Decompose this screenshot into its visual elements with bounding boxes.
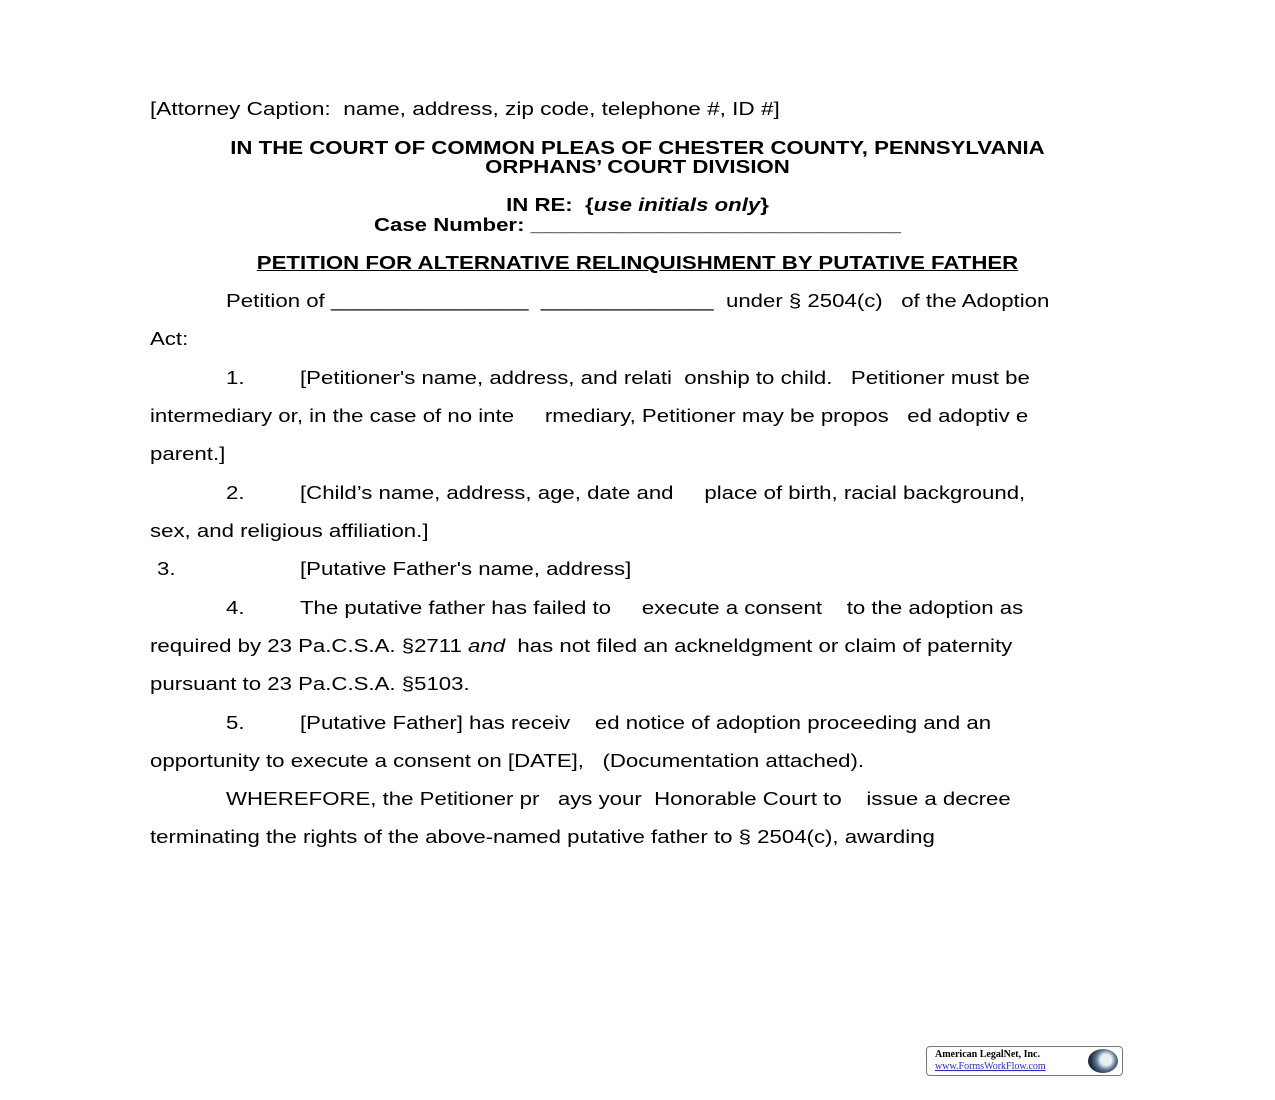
- body-line: [Putative Father's name, address]: [300, 558, 632, 579]
- logo-company-name: American LegalNet, Inc.: [935, 1049, 1040, 1060]
- paragraph-number: 4.: [226, 597, 245, 618]
- case-number: Case Number: ______________________________: [373, 214, 902, 235]
- body-line: Petition of ________________ ______________ under § 2504(c) of the Adoption: [226, 290, 1050, 311]
- body-line: opportunity to execute a consent on [DATE], (Documentation attached).: [150, 750, 865, 771]
- paragraph-number: 2.: [226, 482, 245, 503]
- body-line: parent.]: [150, 443, 226, 464]
- body-line: [Child’s name, address, age, date and place of birth, racial background,: [300, 482, 1026, 503]
- in-re-label: IN RE: {: [506, 194, 594, 215]
- in-re-value: use initials only: [593, 194, 761, 215]
- body-line: [Putative Father] has receiv ed notice of adoption proceeding and an: [300, 712, 992, 733]
- paragraph-number: 1.: [226, 367, 245, 388]
- court-heading: IN THE COURT OF COMMON PLEAS OF CHESTER COUNTY, PENNSYLVANIA: [230, 137, 1045, 158]
- body-line: sex, and religious affiliation.]: [150, 520, 429, 541]
- text: required by 23 Pa.C.S.A. §2711: [150, 635, 468, 656]
- globe-icon: [1088, 1049, 1118, 1073]
- body-line: pursuant to 23 Pa.C.S.A. §5103.: [150, 673, 470, 694]
- emphasis-and: and: [468, 635, 506, 656]
- body-line: terminating the rights of the above-named putative father to § 2504(c), awarding: [150, 826, 935, 847]
- paragraph-number: 5.: [226, 712, 245, 733]
- document-title: PETITION FOR ALTERNATIVE RELINQUISHMENT BY PUTATIVE FATHER: [256, 252, 1019, 273]
- court-division: ORPHANS’ COURT DIVISION: [485, 156, 790, 177]
- body-line: [150, 635, 1012, 657]
- paragraph-number: 3.: [157, 558, 176, 579]
- logo-url-link[interactable]: www.FormsWorkFlow.com: [935, 1061, 1046, 1072]
- in-re-close: }: [760, 194, 769, 215]
- american-legalnet-logo[interactable]: [926, 1046, 1123, 1076]
- text: has not filed an ackneldgment or claim of paternity: [505, 635, 1013, 656]
- body-line: [Petitioner's name, address, and relati onship to child. Petitioner must be: [300, 367, 1030, 388]
- body-line: intermediary or, in the case of no inte rmediary, Petitioner may be propos ed adoptiv e: [150, 405, 1029, 426]
- body-line: The putative father has failed to execute a consent to the adoption as: [300, 597, 1024, 618]
- attorney-caption: [Attorney Caption: name, address, zip code, telephone #, ID #]: [150, 98, 780, 119]
- body-line: Act:: [150, 328, 189, 349]
- body-line: WHEREFORE, the Petitioner pr ays your Honorable Court to issue a decree: [226, 788, 1011, 809]
- in-re-line: [0, 194, 1275, 216]
